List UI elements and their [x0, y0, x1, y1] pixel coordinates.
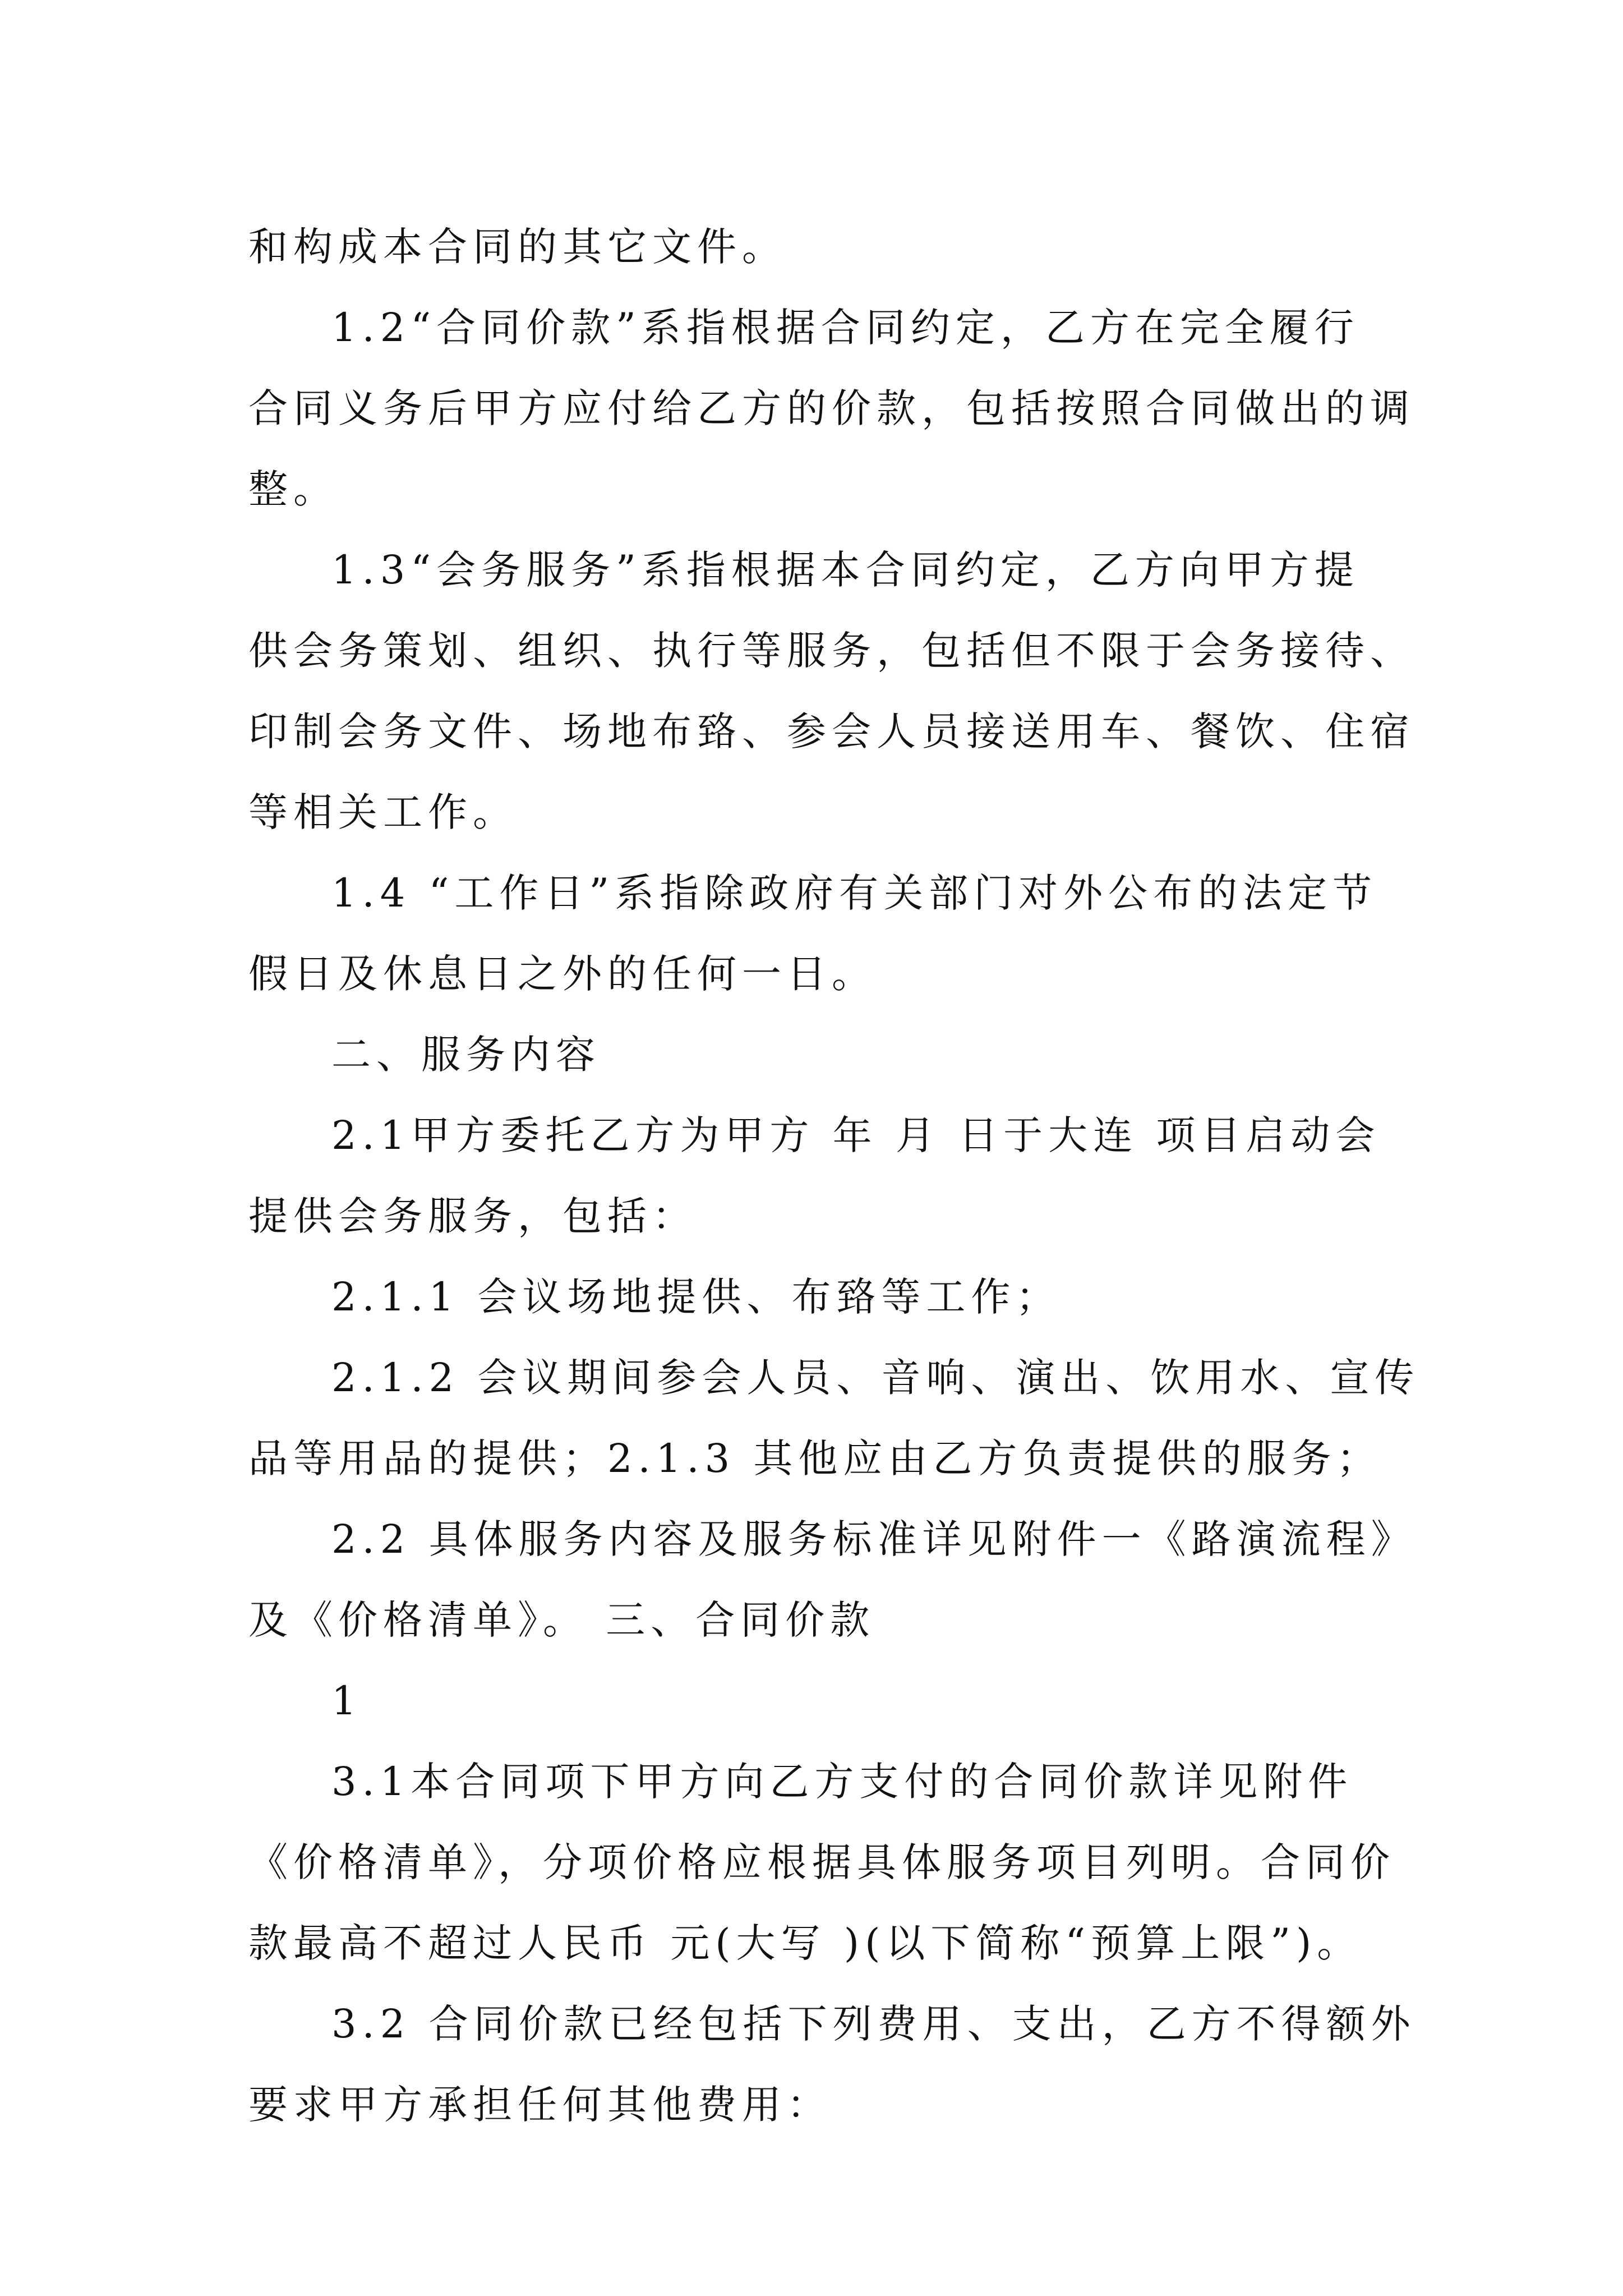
text-line: 2.2 具体服务内容及服务标准详见附件一《路演流程》	[331, 1516, 1416, 1562]
section-heading: 二、服务内容	[331, 1032, 601, 1078]
text-line: 假日及休息日之外的任何一日。	[248, 951, 877, 997]
text-line: 和构成本合同的其它文件。	[248, 224, 787, 270]
text-line: 《价格清单》，分项价格应根据具体服务项目列明。合同价	[248, 1839, 1395, 1885]
text-line: 合同义务后甲方应付给乙方的价款，包括按照合同做出的调	[248, 385, 1415, 431]
page-number: 1	[331, 1678, 362, 1724]
text-line: 等相关工作。	[248, 789, 518, 835]
text-line: 1.2“合同价款”系指根据合同约定，乙方在完全履行	[331, 305, 1359, 351]
document-body	[248, 206, 1420, 2145]
text-line: 款最高不超过人民币 元(大写 )(以下简称“预算上限”)。	[248, 1920, 1362, 1966]
text-line: 及《价格清单》。 三、合同价款	[248, 1597, 875, 1643]
text-line: 3.1本合同项下甲方向乙方支付的合同价款详见附件	[331, 1759, 1353, 1805]
text-line: 印制会务文件、场地布臵、参会人员接送用车、餐饮、住宿	[248, 708, 1415, 754]
text-line: 品等用品的提供；2.1.3 其他应由乙方负责提供的服务；	[248, 1435, 1382, 1481]
text-line: 3.2 合同价款已经包括下列费用、支出，乙方不得额外	[331, 2001, 1416, 2047]
text-line: 2.1甲方委托乙方为甲方 年 月 日于大连 项目启动会	[331, 1112, 1381, 1158]
text-line: 2.1.1 会议场地提供、布臵等工作；	[331, 1274, 1061, 1320]
text-line: 整。	[248, 466, 338, 512]
text-line: 1.3“会务服务”系指根据本合同约定，乙方向甲方提	[331, 547, 1359, 593]
text-line: 提供会务服务，包括：	[248, 1193, 697, 1239]
text-line: 供会务策划、组织、执行等服务，包括但不限于会务接待、	[248, 628, 1415, 674]
text-line: 要求甲方承担任何其他费用：	[248, 2082, 832, 2128]
text-line: 1.4 “工作日”系指除政府有关部门对外公布的法定节	[331, 870, 1378, 916]
text-line: 2.1.2 会议期间参会人员、音响、演出、饮用水、宣传	[331, 1355, 1420, 1401]
